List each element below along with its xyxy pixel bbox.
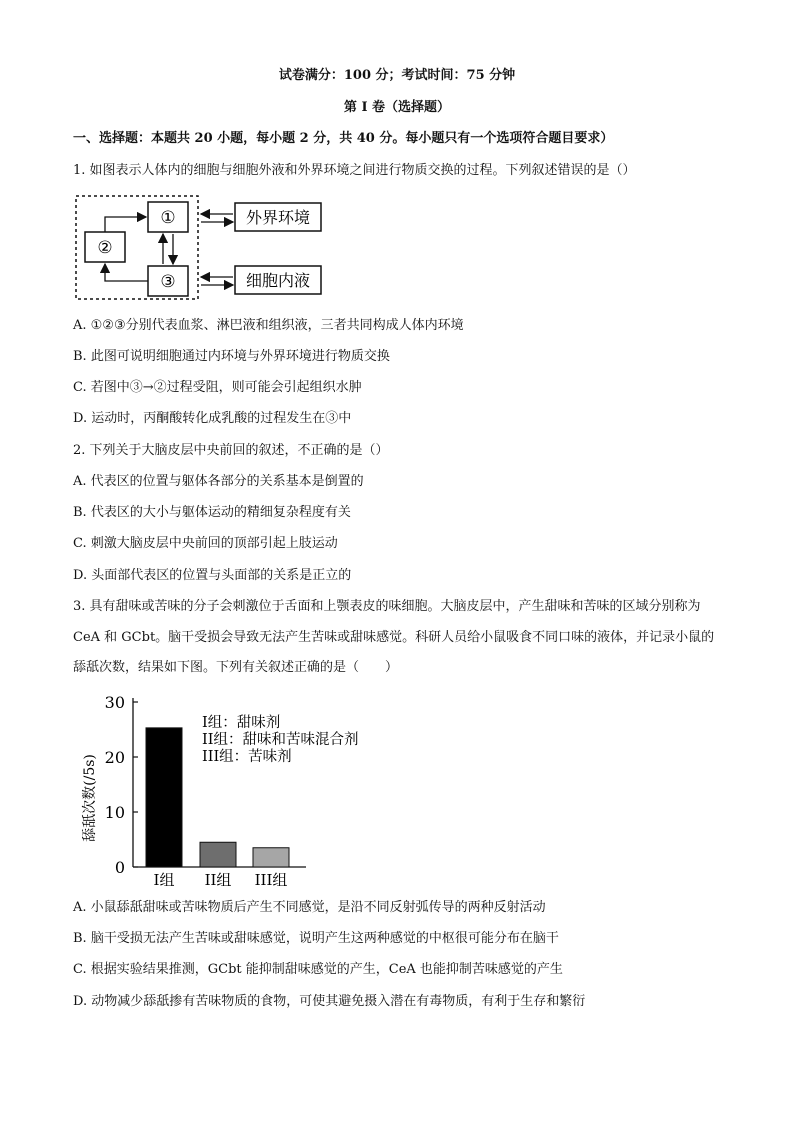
node-3-label: ③ [160, 272, 176, 292]
exam-info: 试卷满分：100 分；考试时间：75 分钟 [278, 68, 516, 83]
y-tick-label: 30 [104, 693, 125, 712]
q3-option-a: A. 小鼠舔舐甜味或苦味物质后产生不同感觉，是沿不同反射弧传导的两种反射活动 [73, 900, 546, 915]
intracellular-label: 细胞内液 [245, 271, 311, 290]
node-2-label: ② [97, 238, 113, 258]
y-tick-label: 0 [114, 858, 125, 877]
q3-option-d: D. 动物减少舔舐掺有苦味物质的食物，可使其避免摄入潜在有毒物质，有利于生存和繁衍 [73, 994, 586, 1009]
bar [146, 728, 182, 867]
q1-diagram [73, 192, 333, 311]
section-title: 一、选择题：本题共 20 小题，每小题 2 分，共 40 分。每小题只有一个选项符合题目要求） [73, 131, 614, 146]
external-env-label: 外界环境 [245, 208, 311, 227]
q1-option-b: B. 此图可说明细胞通过内环境与外界环境进行物质交换 [73, 349, 390, 364]
x-tick-label: I组 [153, 871, 175, 889]
x-tick-label: II组 [204, 871, 232, 889]
q2-option-d: D. 头面部代表区的位置与头面部的关系是正立的 [73, 568, 352, 583]
q2-option-a: A. 代表区的位置与躯体各部分的关系基本是倒置的 [73, 474, 364, 489]
arrow-2-to-1 [105, 217, 146, 232]
q1-option-d: D. 运动时，丙酮酸转化成乳酸的过程发生在③中 [73, 411, 352, 426]
x-tick-label: III组 [254, 871, 288, 889]
volume-title: 第 I 卷（选择题） [343, 100, 451, 115]
bar [200, 842, 236, 867]
q3-option-c: C. 根据实验结果推测，GCbt 能抑制甜味感觉的产生，CeA 也能抑制苦味感觉的产生 [73, 962, 563, 977]
q3-bar-chart [78, 690, 378, 899]
q2-stem: 2. 下列关于大脑皮层中央前回的叙述，不正确的是（） [73, 443, 389, 458]
bar [253, 848, 289, 867]
q1-option-a: A. ①②③分别代表血浆、淋巴液和组织液，三者共同构成人体内环境 [73, 318, 464, 333]
q3-stem: 3. 具有甜味或苦味的分子会刺激位于舌面和上颚表皮的味细胞。大脑皮层中，产生甜味和苦味的区域分别称为 CeA 和 GCbt。脑干受损会导致无法产生苦味或甜味感觉。科研人员给小鼠吸食不同口味的液体，并记录小鼠的舔舐次数，结果如下图。下列有关叙述正确的是（ ） [73, 599, 715, 675]
legend-entry: I组：甜味剂 [202, 715, 281, 731]
y-tick-label: 20 [104, 748, 125, 767]
legend-entry: II组：甜味和苦味混合剂 [202, 732, 359, 748]
y-tick-label: 10 [104, 803, 125, 822]
arrow-3-to-2 [105, 264, 148, 281]
chart-legend [202, 714, 358, 765]
q2-option-c: C. 刺激大脑皮层中央前回的顶部引起上肢运动 [73, 536, 338, 551]
q3-option-b: B. 脑干受损无法产生苦味或甜味感觉，说明产生这两种感觉的中枢很可能分布在脑干 [73, 931, 559, 946]
node-1-label: ① [160, 208, 176, 228]
legend-entry: III组：苦味剂 [202, 749, 292, 765]
q1-option-c: C. 若图中③→②过程受阻，则可能会引起组织水肿 [73, 380, 362, 395]
q1-stem: 1. 如图表示人体内的细胞与细胞外液和外界环境之间进行物质交换的过程。下列叙述错误的是（） [73, 163, 636, 178]
q2-option-b: B. 代表区的大小与躯体运动的精细复杂程度有关 [73, 505, 351, 520]
chart-y-axis-label: 舔舐次数(/5s) [82, 754, 98, 842]
